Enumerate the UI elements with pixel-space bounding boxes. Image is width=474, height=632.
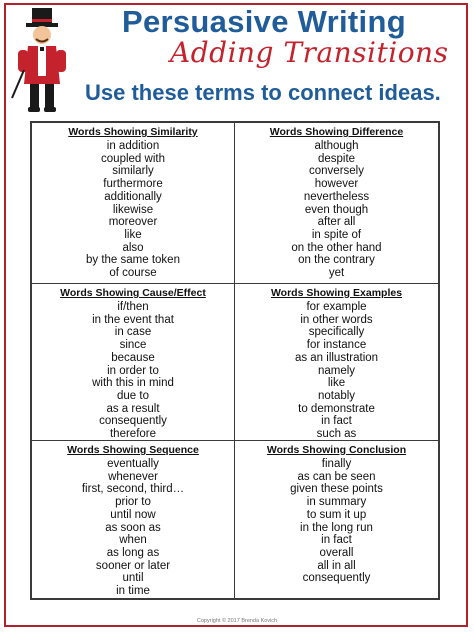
term: as long as: [106, 546, 160, 559]
box-heading: Words Showing Sequence: [67, 444, 199, 456]
box-cause-effect: [32, 284, 235, 441]
page-subtitle: Adding Transitions: [170, 36, 449, 69]
term: however: [314, 178, 359, 191]
term: when: [119, 534, 147, 547]
transitions-grid: [30, 121, 440, 600]
term: overall: [319, 546, 354, 559]
copyright-text: Copyright © 2017 Brenda Kovich: [196, 618, 278, 624]
term: notably: [317, 389, 356, 402]
term: due to: [117, 389, 149, 402]
term: in summary: [306, 496, 367, 509]
box-difference: [235, 123, 438, 284]
term: first, second, third…: [81, 483, 185, 496]
term: in fact: [321, 415, 352, 428]
term: in order to: [107, 364, 159, 377]
term: consequently: [99, 415, 167, 428]
term: as can be seen: [297, 470, 376, 483]
term: in case: [114, 326, 152, 339]
term: in fact: [321, 534, 352, 547]
term: to demonstrate: [298, 402, 375, 415]
term: of course: [109, 267, 157, 280]
term: after all: [317, 216, 356, 229]
term: coupled with: [101, 152, 165, 165]
term: in the long run: [300, 521, 373, 534]
term: moreover: [108, 216, 158, 229]
term: finally: [321, 458, 352, 470]
term: consequently: [302, 572, 371, 585]
term: although: [314, 140, 359, 152]
term: like: [327, 377, 346, 390]
instruction-text: Use these terms to connect ideas.: [85, 80, 441, 105]
term: even though: [304, 203, 369, 216]
term: to sum it up: [306, 508, 367, 521]
term: namely: [317, 364, 356, 377]
term: in addition: [106, 140, 160, 152]
term: until now: [110, 508, 156, 521]
term: furthermore: [103, 178, 163, 191]
box-conclusion: [235, 441, 438, 598]
term: in spite of: [311, 228, 362, 241]
term: if/then: [117, 301, 149, 313]
term: as soon as: [105, 521, 161, 534]
box-heading: Words Showing Conclusion: [266, 444, 407, 456]
term: eventually: [107, 458, 159, 470]
term: by the same token: [86, 254, 180, 267]
box-sequence: [32, 441, 235, 598]
page-title: Persuasive Writing: [122, 4, 406, 39]
term: for instance: [306, 339, 367, 352]
term: in time: [116, 585, 150, 598]
term: as an illustration: [294, 351, 379, 364]
term: on the other hand: [291, 241, 382, 254]
box-heading: Words Showing Similarity: [68, 126, 198, 138]
term: as a result: [106, 402, 160, 415]
term: additionally: [104, 190, 162, 203]
box-examples: [235, 284, 438, 441]
term: likewise: [112, 203, 154, 216]
term: because: [111, 351, 155, 364]
term: on the contrary: [298, 254, 375, 267]
term: all in all: [317, 559, 356, 572]
term: in other words: [300, 313, 373, 326]
box-heading: Words Showing Examples: [270, 287, 403, 299]
term: sooner or later: [95, 559, 171, 572]
term: despite: [317, 152, 356, 165]
term: prior to: [115, 496, 151, 509]
term: also: [122, 241, 144, 254]
term: conversely: [309, 165, 364, 178]
term: such as: [316, 428, 357, 441]
term: since: [119, 339, 147, 352]
term: whenever: [108, 470, 158, 483]
term: nevertheless: [303, 190, 370, 203]
term: similarly: [112, 165, 154, 178]
term: given these points: [290, 483, 383, 496]
term: for example: [306, 301, 367, 313]
term: like: [124, 228, 142, 241]
term: yet: [328, 267, 345, 280]
term: with this in mind: [92, 377, 174, 390]
term: specifically: [308, 326, 365, 339]
term: until: [122, 572, 144, 585]
box-heading: Words Showing Difference: [269, 126, 404, 138]
box-heading: Words Showing Cause/Effect: [60, 287, 206, 299]
box-similarity: [32, 123, 235, 284]
term: in the event that: [92, 313, 174, 326]
ringmaster-icon: [6, 6, 76, 116]
term: therefore: [109, 428, 157, 441]
